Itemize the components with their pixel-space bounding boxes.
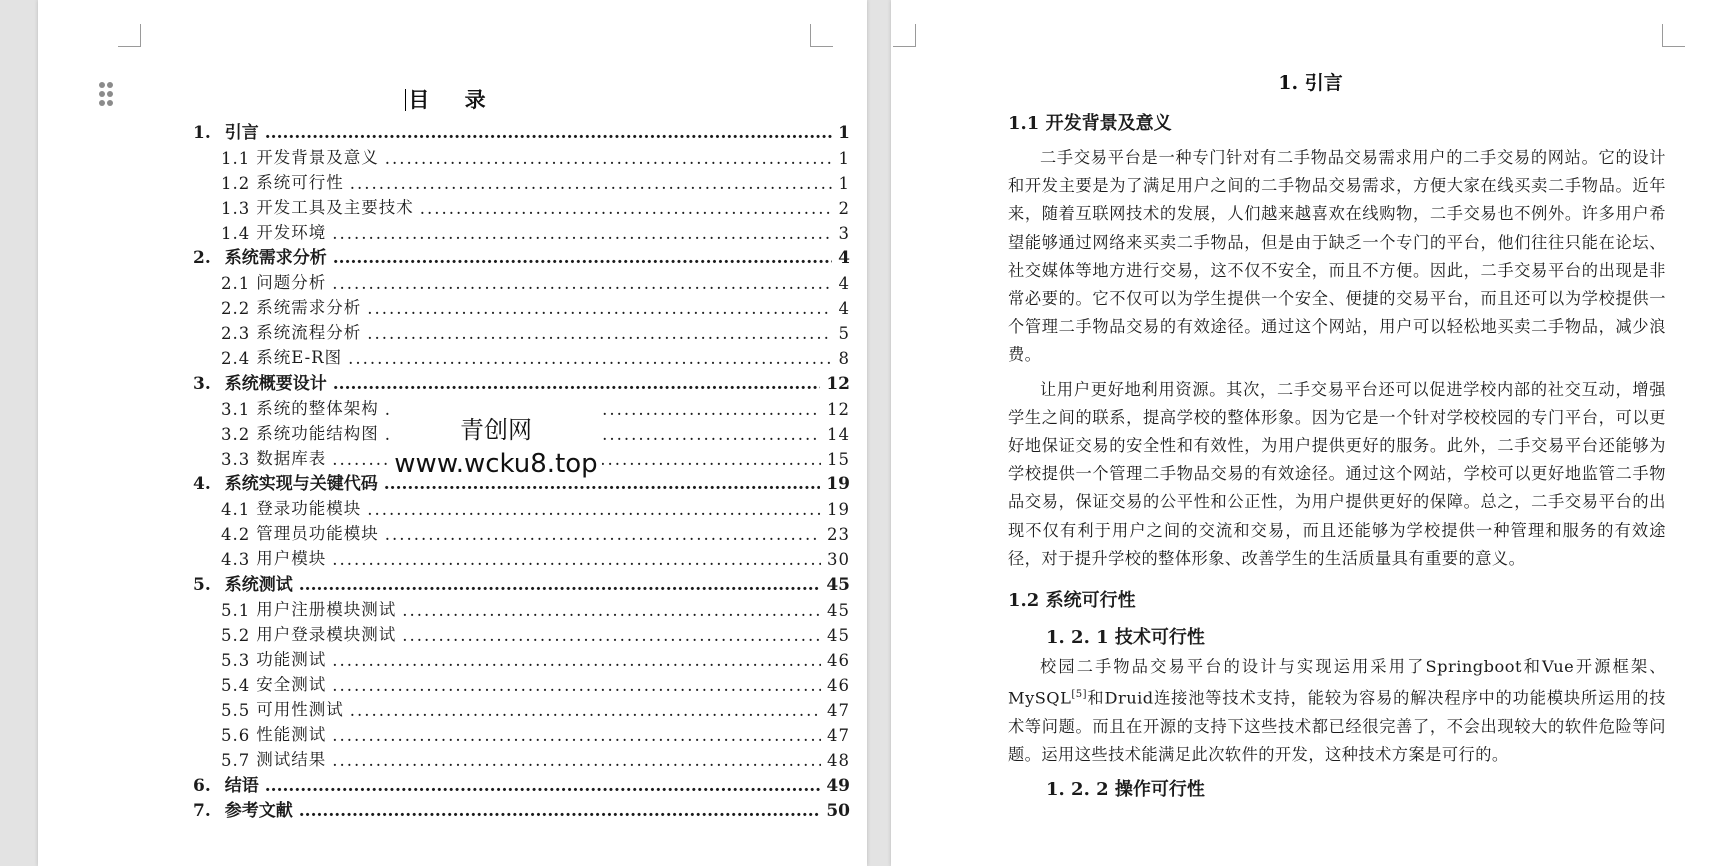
toc-entry-title: 系统概要设计 <box>224 373 327 394</box>
toc-entry-number: 2.4 <box>221 349 251 369</box>
toc-entry-number: 3. <box>193 373 211 394</box>
toc-entry[interactable] <box>153 343 850 368</box>
toc-entry-number: 3.3 <box>221 449 251 469</box>
toc-dot-leader <box>385 525 821 544</box>
toc-dot-leader <box>332 751 821 770</box>
chapter-title[interactable]: 1. 引言 <box>1278 72 1343 94</box>
toc-entry-page: 15 <box>827 449 850 469</box>
toc-entry-title: 用户模块 <box>256 549 327 569</box>
toc-entry-number: 5.4 <box>221 675 251 695</box>
toc-entry-title: 系统测试 <box>224 574 293 595</box>
toc-dot-leader <box>265 776 821 796</box>
toc-entry-number: 1. <box>193 122 211 143</box>
toc-entry-number: 1.2 <box>221 173 251 193</box>
toc-entry-title: 数据库表 <box>256 448 327 468</box>
toc-entry-page: 4 <box>838 274 850 294</box>
toc-entry-number: 4. <box>193 474 211 495</box>
watermark-line-2: www.wcku8.top <box>394 449 598 479</box>
toc-entry[interactable] <box>153 243 850 269</box>
crop-mark-top-left <box>118 24 141 47</box>
toc-entry[interactable] <box>153 143 850 168</box>
toc-entry[interactable] <box>153 268 850 293</box>
toc-entry-title: 问题分析 <box>256 273 327 293</box>
toc-dot-leader <box>367 299 832 318</box>
toc-entry-page: 46 <box>827 675 850 695</box>
toc-entry-number: 5. <box>193 574 211 595</box>
toc-entry-title: 管理员功能模块 <box>256 524 379 544</box>
toc-entry-page: 12 <box>826 373 850 394</box>
toc-entry[interactable] <box>153 620 850 645</box>
toc-entry-title: 系统功能结构图 <box>256 423 379 443</box>
toc-entry-title: 功能测试 <box>256 649 327 669</box>
toc-entry-title: 系统实现与关键代码 <box>224 474 378 495</box>
toc-entry-number: 5.5 <box>221 700 251 720</box>
toc-entry-title: 开发背景及意义 <box>256 147 379 167</box>
toc-entry-number: 2. <box>193 248 211 269</box>
toc-entry[interactable] <box>153 117 850 143</box>
toc-entry-number: 1.3 <box>221 198 251 218</box>
toc-entry-page: 49 <box>826 775 850 796</box>
toc-entry-page: 45 <box>826 574 850 595</box>
crop-mark-top-right <box>810 24 833 47</box>
toc-dot-leader <box>332 550 821 569</box>
toc-entry-page: 1 <box>838 173 850 193</box>
toc-entry[interactable] <box>153 218 850 243</box>
toc-entry-number: 4.1 <box>221 500 251 520</box>
toc-entry-title: 结语 <box>224 775 259 796</box>
section-heading-1-1[interactable]: 1.1 开发背景及意义 <box>1008 113 1172 134</box>
toc-entry-page: 47 <box>827 725 850 745</box>
toc-entry-number: 5.7 <box>221 750 251 770</box>
toc-entry-title: 开发环境 <box>256 222 327 242</box>
toc-entry-title: 用户登录模块测试 <box>256 624 397 644</box>
toc-entry-number: 1.1 <box>221 148 251 168</box>
toc-dot-leader <box>350 174 832 193</box>
toc-entry-page: 46 <box>827 650 850 670</box>
toc-dot-leader <box>332 726 821 745</box>
toc-dot-leader <box>385 149 832 168</box>
toc-entry-page: 19 <box>827 500 850 520</box>
toc-entry-page: 1 <box>838 148 850 168</box>
chapter-body <box>1008 108 1666 805</box>
toc-entry-title: 用户注册模块测试 <box>256 599 397 619</box>
toc-entry-page: 47 <box>827 700 850 720</box>
toc-entry-number: 5.3 <box>221 650 251 670</box>
document-page-left <box>38 0 867 866</box>
toc-title[interactable]: 目 录 <box>38 84 867 114</box>
toc-entry-number: 3.2 <box>221 424 251 444</box>
toc-dot-leader <box>348 349 832 368</box>
toc-entry[interactable] <box>153 670 850 695</box>
toc-entry-title: 系统流程分析 <box>256 323 362 343</box>
toc-dot-leader <box>299 575 821 595</box>
toc-dot-leader <box>402 601 821 620</box>
toc-entry-page: 14 <box>827 424 850 444</box>
toc-dot-leader <box>332 676 821 695</box>
paragraph-background-1[interactable]: 二手交易平台是一种专门针对有二手物品交易需求用户的二手交易的网站。它的设计和开发主要是为了满足用户之间的二手物品交易需求，方便大家在线买卖二手物品。近年来，随着互联网技术的发展，人们越来越喜欢在线购物，二手交易也不例外。许多用户希望能够通过网络来买卖二手物品，但是由于缺乏一个专门的平台，他们往往只能在论坛、社交媒体等地方进行交易，这不仅不安全，而且不方便。因此，二手交易平台的出现是非常必要的。它不仅可以为学生提供一个安全、便捷的交易平台，而且还可以为学校提供一个管理二手物品交易的有效途径。通过这个网站，用户可以轻松地买卖二手物品，减少浪费。 <box>1008 148 1666 365</box>
toc-entry[interactable] <box>153 569 850 595</box>
toc-entry-page: 19 <box>826 474 850 495</box>
toc-entry-page: 12 <box>827 399 850 419</box>
subsection-heading-1-2-1[interactable]: 1. 2. 1 技术可行性 <box>1046 627 1205 649</box>
toc-entry-title: 参考文献 <box>224 801 293 822</box>
toc-dot-leader <box>420 199 832 218</box>
toc-entry[interactable] <box>153 368 850 394</box>
toc-entry-number: 2.1 <box>221 274 251 294</box>
toc-entry-title: 测试结果 <box>256 749 327 769</box>
crop-mark-top-right <box>1662 24 1685 47</box>
toc-entry-number: 4.3 <box>221 550 251 570</box>
toc-dot-leader <box>332 274 832 293</box>
toc-entry-number: 6. <box>193 775 211 796</box>
toc-entry[interactable] <box>153 645 850 670</box>
toc-entry-title: 引言 <box>224 122 259 143</box>
text-cursor <box>405 89 406 111</box>
watermark <box>390 400 602 486</box>
toc-dot-leader <box>333 374 821 394</box>
toc-dot-leader <box>350 701 821 720</box>
toc-entry-page: 48 <box>827 750 850 770</box>
toc-entry[interactable] <box>153 318 850 343</box>
toc-dot-leader <box>367 500 821 519</box>
toc-dot-leader <box>333 248 832 268</box>
toc-entry-title: 可用性测试 <box>256 699 344 719</box>
toc-entry-title: 登录功能模块 <box>256 499 362 519</box>
toc-entry[interactable] <box>153 519 850 544</box>
toc-entry-number: 1.4 <box>221 223 251 243</box>
toc-entry[interactable] <box>153 293 850 318</box>
toc-dot-leader <box>265 123 832 143</box>
toc-dot-leader <box>299 801 821 821</box>
toc-entry-page: 45 <box>827 625 850 645</box>
toc-entry[interactable] <box>153 595 850 620</box>
toc-entry-title: 系统需求分析 <box>224 248 327 269</box>
toc-entry[interactable] <box>153 494 850 519</box>
toc-entry[interactable] <box>153 720 850 745</box>
toc-entry-title: 安全测试 <box>256 674 327 694</box>
toc-entry[interactable] <box>153 168 850 193</box>
toc-entry[interactable] <box>153 695 850 720</box>
toc-entry-number: 4.2 <box>221 525 251 545</box>
paragraph-background-2[interactable]: 让用户更好地利用资源。其次，二手交易平台还可以促进学校内部的社交互动，增强学生之间的联系，提高学校的整体形象。因为它是一个针对学校校园的专门平台，可以更好地保证交易的安全性和有效性，为用户提供更好的服务。此外，二手交易平台还能够为学校提供一个管理二手物品交易的有效途径。通过这个网站，学校可以更好地监管二手物品交易，保证交易的公平性和公正性，为用户提供更好的保障。总之，二手交易平台的出现不仅有利于用户之间的交流和交易，而且还能够为学校提供一种管理和服务的有效途径，对于提升学校的整体形象、改善学生的生活质量具有重要的意义。 <box>1008 379 1666 568</box>
watermark-line-1: 青创网 <box>460 416 532 444</box>
toc-entry-page: 4 <box>838 248 850 269</box>
toc-entry-page: 8 <box>838 349 850 369</box>
toc-entry-number: 5.2 <box>221 625 251 645</box>
toc-entry-page: 30 <box>827 550 850 570</box>
toc-entry[interactable] <box>153 796 850 822</box>
toc-entry-page: 3 <box>838 223 850 243</box>
paragraph-technical-feasibility[interactable]: 校园二手物品交易平台的设计与实现运用采用了Springboot和Vue开源框架、MySQL[5]和Druid连接池等技术支持，能较为容易的解决程序中的功能模块所运用的技术等问题。而且在开源的支持下这些技术都已经很完善了，不会出现较大的软件危险等问题。运用这些技术能满足此次软件的开发，这种技术方案是可行的。 <box>1008 657 1666 765</box>
toc-entry[interactable] <box>153 745 850 770</box>
toc-entry-page: 2 <box>838 198 850 218</box>
crop-mark-top-left <box>893 24 916 47</box>
toc-entry-number: 2.2 <box>221 299 251 319</box>
toc-entry-page: 5 <box>838 324 850 344</box>
toc-entry-title: 系统可行性 <box>256 172 344 192</box>
toc-dot-leader <box>367 324 832 343</box>
toc-entry[interactable] <box>153 193 850 218</box>
toc-dot-leader <box>332 224 832 243</box>
toc-entry-page: 50 <box>826 801 850 822</box>
toc-entry-title: 开发工具及主要技术 <box>256 197 414 217</box>
document-page-right <box>891 0 1730 866</box>
toc-entry-number: 3.1 <box>221 399 251 419</box>
toc-entry-number: 2.3 <box>221 324 251 344</box>
toc-dot-leader <box>332 651 821 670</box>
toc-entry[interactable] <box>153 770 850 796</box>
subsection-heading-1-2-2[interactable]: 1. 2. 2 操作可行性 <box>1046 779 1205 801</box>
toc-entry-title: 性能测试 <box>256 724 327 744</box>
toc-entry-number: 5.6 <box>221 725 251 745</box>
toc-entry-page: 23 <box>827 525 850 545</box>
toc-entry-number: 7. <box>193 801 211 822</box>
toc-entry-number: 5.1 <box>221 600 251 620</box>
toc-dot-leader <box>402 626 821 645</box>
toc-entry-title: 系统E-R图 <box>256 348 343 368</box>
toc-entry-page: 1 <box>838 122 850 143</box>
toc-entry-page: 4 <box>838 299 850 319</box>
toc-entry-title: 系统需求分析 <box>256 298 362 318</box>
toc-entry-title: 系统的整体架构 <box>256 398 379 418</box>
toc-entry-page: 45 <box>827 600 850 620</box>
citation-ref: [5] <box>1071 689 1088 701</box>
section-heading-1-2[interactable]: 1.2 系统可行性 <box>1008 590 1136 612</box>
toc-entry[interactable] <box>153 544 850 569</box>
